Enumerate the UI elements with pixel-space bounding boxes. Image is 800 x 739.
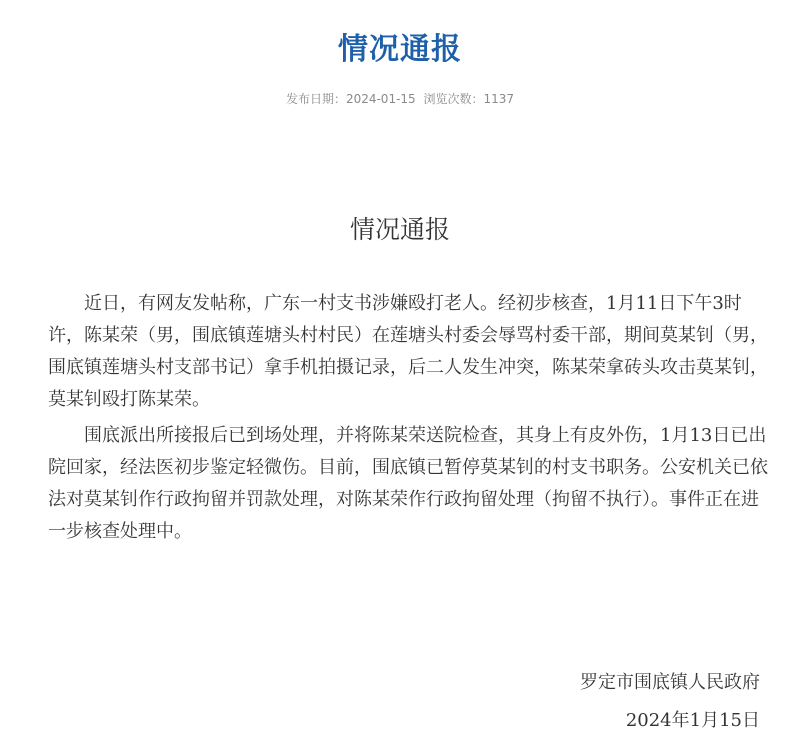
page-title: 情况通报 [338,32,462,67]
document-title: 情况通报 [349,215,450,244]
signature-date: 2024年1月15日 [625,710,760,731]
paragraph: 围底派出所接报后已到场处理，并将陈某荣送院检查，其身上有皮外伤，1月13日已出院回家，经法医初步鉴定轻微伤。目前，围底镇已暂停莫某钊的村支书职务。公安机关已依法对莫某钊作行政拘留并罚款处理，对陈某荣作行政拘留处理（拘留不执行）。事件正在进一步核查处理中。 [48,425,768,542]
document-body [48,288,768,552]
publish-date: 发布日期：2024-01-15 [285,92,416,106]
article-meta [0,90,800,107]
paragraph: 近日，有网友发帖称，广东一村支书涉嫌殴打老人。经初步核查，1月11日下午3时许，陈某荣（男，围底镇莲塘头村村民）在莲塘头村委会辱骂村委干部，期间莫某钊（男，围底镇莲塘头村支部书记）拿手机拍摄记录，后二人发生冲突，陈某荣拿砖头攻击莫某钊，莫某钊殴打陈某荣。 [48,293,768,410]
view-count: 浏览次数：1137 [423,92,515,106]
signature-organization: 罗定市围底镇人民政府 [580,672,760,693]
